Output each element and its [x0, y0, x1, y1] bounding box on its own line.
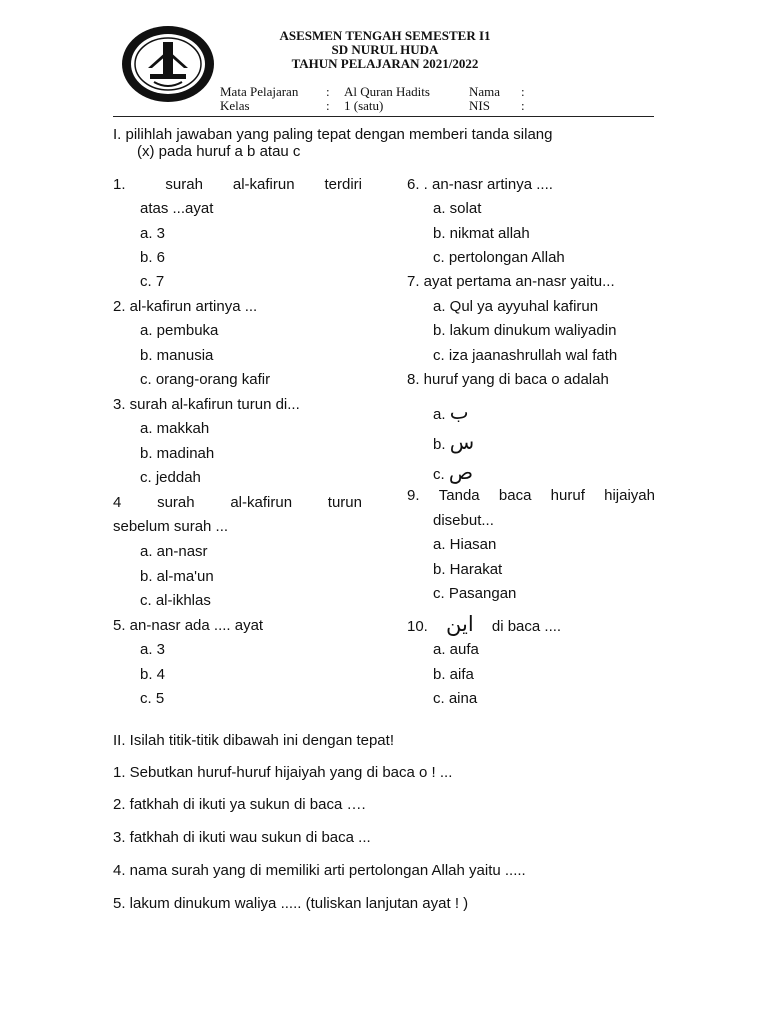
q8-option-c-label: c. — [433, 466, 445, 483]
q5-option-b: b. 4 — [140, 666, 166, 683]
q5-option-a: a. 3 — [140, 641, 166, 658]
essay-item-1: 1. Sebutkan huruf-huruf hijaiyah yang di baca o ! ... — [113, 764, 453, 781]
q8-option-c-arabic: ص — [448, 460, 474, 484]
subject-label: Mata Pelajaran — [220, 84, 299, 99]
question-9-line2: disebut... — [433, 512, 494, 529]
q9-word4: hijaiyah — [604, 487, 655, 504]
q7-option-c: c. iza jaanashrullah wal fath — [433, 347, 618, 364]
q8-option-b-arabic: س — [449, 430, 475, 454]
question-1-line2: atas ...ayat — [140, 200, 214, 217]
q4-word1: surah — [157, 494, 195, 511]
q8-option-b-label: b. — [433, 436, 446, 453]
question-6: 6. . an-nasr artinya .... — [407, 176, 553, 193]
class-colon: : — [326, 98, 330, 113]
class-label: Kelas — [220, 98, 250, 113]
question-7: 7. ayat pertama an-nasr yaitu... — [407, 273, 615, 290]
header-divider — [113, 116, 654, 117]
question-3: 3. surah al-kafirun turun di... — [113, 396, 300, 413]
q2-option-a: a. pembuka — [140, 322, 219, 339]
q10-option-a: a. aufa — [433, 641, 479, 658]
q9-option-a: a. Hiasan — [433, 536, 497, 553]
essay-item-4: 4. nama surah yang di memiliki arti pertolongan Allah yaitu ..... — [113, 862, 526, 879]
q10-number: 10. — [407, 618, 428, 635]
q10-text: di baca .... — [491, 618, 562, 635]
q1-word3: terdiri — [324, 176, 362, 193]
q6-option-b: b. nikmat allah — [433, 225, 530, 242]
q3-option-a: a. makkah — [140, 420, 210, 437]
q6-option-a: a. solat — [433, 200, 482, 217]
q7-option-b: b. lakum dinukum waliyadin — [433, 322, 617, 339]
question-1-line1 — [113, 176, 362, 193]
q1-option-c: c. 7 — [140, 273, 165, 290]
q4-number: 4 — [113, 494, 122, 511]
nis-label: NIS — [469, 98, 490, 113]
q9-option-b: b. Harakat — [433, 561, 503, 578]
essay-item-5: 5. lakum dinukum waliya ..... (tuliskan lanjutan ayat ! ) — [113, 895, 469, 912]
section1-instruction-line2: (x) pada huruf a b atau c — [137, 143, 301, 160]
q4-option-b: b. al-ma'un — [140, 568, 214, 585]
subject-colon: : — [326, 84, 330, 99]
q7-option-a: a. Qul ya ayyuhal kafirun — [433, 298, 599, 315]
school-logo — [120, 24, 216, 104]
question-8: 8. huruf yang di baca o adalah — [407, 371, 609, 388]
q3-option-c: c. jeddah — [140, 469, 201, 486]
nis-colon: : — [521, 98, 525, 113]
q9-word2: baca — [498, 487, 532, 504]
academic-year: TAHUN PELAJARAN 2021/2022 — [291, 56, 479, 71]
exam-title: ASESMEN TENGAH SEMESTER I1 — [279, 28, 491, 43]
q1-option-a: a. 3 — [140, 225, 166, 242]
subject-value: Al Quran Hadits — [344, 84, 430, 99]
q8-option-a-arabic: ب — [449, 400, 469, 424]
q8-option-a-label: a. — [433, 406, 446, 423]
q9-word1: Tanda — [438, 487, 480, 504]
q2-option-c: c. orang-orang kafir — [140, 371, 271, 388]
q9-word3: huruf — [550, 487, 585, 504]
essay-item-3: 3. fatkhah di ikuti wau sukun di baca ... — [113, 829, 371, 846]
q4-option-c: c. al-ikhlas — [140, 592, 211, 609]
question-9-line1 — [407, 487, 655, 504]
q3-option-b: b. madinah — [140, 445, 215, 462]
question-10 — [407, 612, 561, 636]
q2-option-b: b. manusia — [140, 347, 214, 364]
q4-word3: turun — [327, 494, 362, 511]
section2-heading: II. Isilah titik-titik dibawah ini dengan tepat! — [113, 732, 394, 749]
q4-option-a: a. an-nasr — [140, 543, 208, 560]
question-2: 2. al-kafirun artinya ... — [113, 298, 258, 315]
q1-word2: al-kafirun — [232, 176, 295, 193]
question-4-line2: sebelum surah ... — [113, 518, 229, 535]
q8-option-a — [433, 400, 469, 424]
q10-option-c: c. aina — [433, 690, 478, 707]
q4-word2: al-kafirun — [230, 494, 293, 511]
q6-option-c: c. pertolongan Allah — [433, 249, 565, 266]
name-colon: : — [521, 84, 525, 99]
q8-option-c — [433, 460, 473, 484]
question-5: 5. an-nasr ada .... ayat — [113, 617, 264, 634]
q10-option-b: b. aifa — [433, 666, 474, 683]
name-label: Nama — [469, 84, 501, 99]
question-4-line1 — [113, 494, 362, 511]
q1-word1: surah — [165, 176, 203, 193]
section1-instruction-line1: I. pilihlah jawaban yang paling tepat dengan memberi tanda silang — [113, 126, 553, 143]
q10-arabic: اين — [446, 612, 474, 636]
q1-number: 1. — [113, 176, 126, 193]
q9-option-c: c. Pasangan — [433, 585, 517, 602]
class-value: 1 (satu) — [344, 98, 384, 113]
q8-option-b — [433, 430, 474, 454]
essay-item-2: 2. fatkhah di ikuti ya sukun di baca …. — [113, 796, 366, 813]
q1-option-b: b. 6 — [140, 249, 166, 266]
q5-option-c: c. 5 — [140, 690, 165, 707]
q9-number: 9. — [407, 487, 420, 504]
school-name: SD NURUL HUDA — [331, 42, 439, 57]
